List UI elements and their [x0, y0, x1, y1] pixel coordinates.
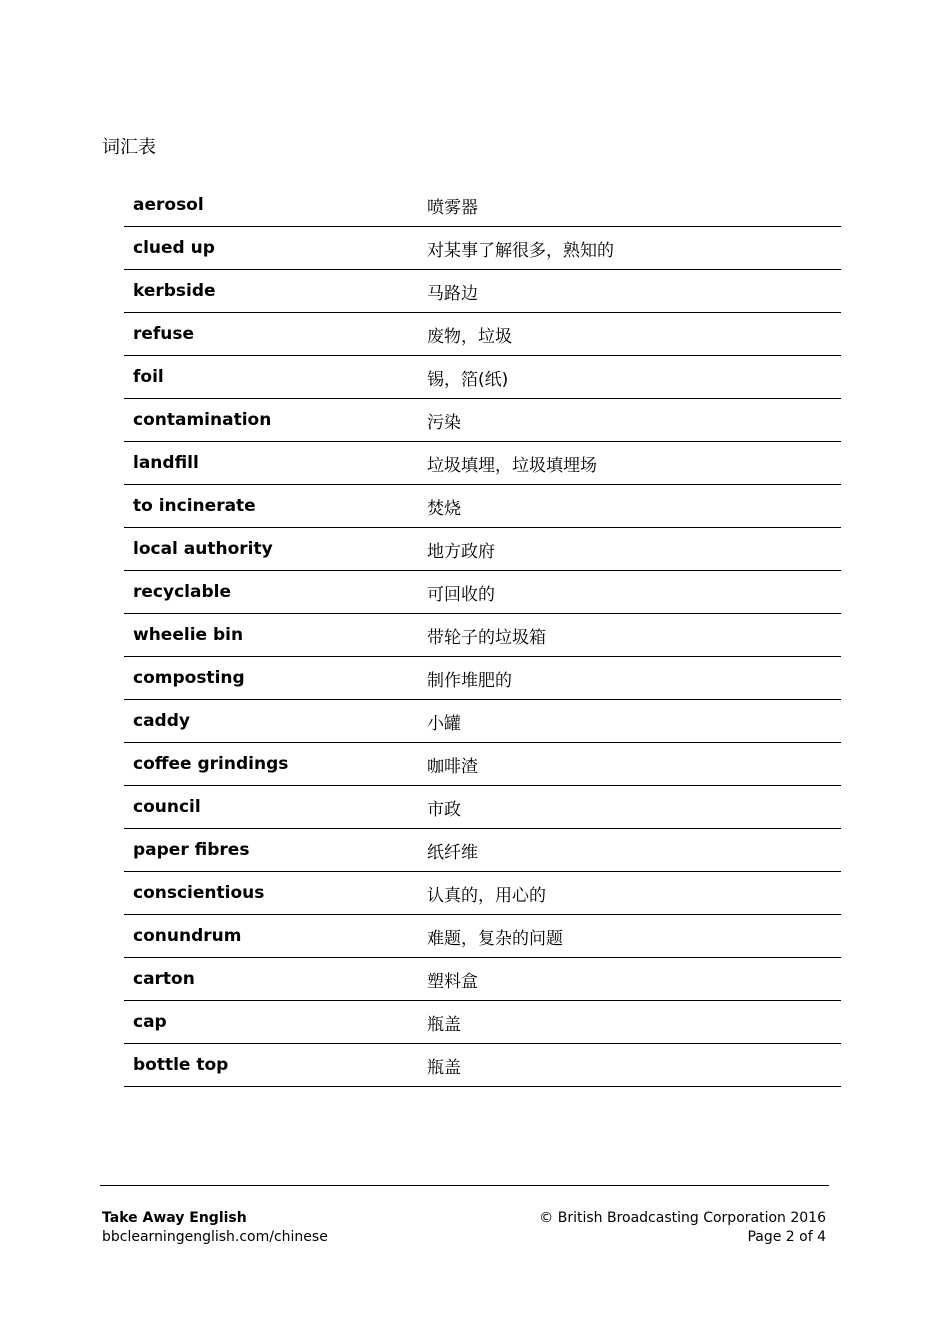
vocab-row	[124, 657, 841, 700]
vocab-term: kerbside	[124, 270, 418, 313]
vocab-row	[124, 227, 841, 270]
vocab-term: conscientious	[124, 872, 418, 915]
vocab-translation: 塑料盒	[418, 958, 841, 1001]
vocab-row	[124, 743, 841, 786]
footer-copyright: © British Broadcasting Corporation 2016	[539, 1210, 826, 1226]
vocab-translation: 地方政府	[418, 528, 841, 571]
vocab-translation: 马路边	[418, 270, 841, 313]
vocab-row	[124, 1044, 841, 1087]
vocab-translation: 制作堆肥的	[418, 657, 841, 700]
vocab-translation: 锡，箔(纸)	[418, 356, 841, 399]
vocab-translation: 喷雾器	[418, 184, 841, 227]
vocab-row	[124, 700, 841, 743]
vocab-translation: 瓶盖	[418, 1001, 841, 1044]
vocab-term: landfill	[124, 442, 418, 485]
page-title: 词汇表	[102, 137, 156, 158]
footer-left	[102, 1209, 328, 1247]
footer-right	[539, 1209, 826, 1247]
vocab-term: coffee grindings	[124, 743, 418, 786]
vocab-row	[124, 399, 841, 442]
vocab-translation: 废物，垃圾	[418, 313, 841, 356]
vocab-translation: 纸纤维	[418, 829, 841, 872]
vocab-translation: 对某事了解很多，熟知的	[418, 227, 841, 270]
vocab-term: foil	[124, 356, 418, 399]
vocab-translation: 可回收的	[418, 571, 841, 614]
vocab-term: refuse	[124, 313, 418, 356]
vocab-term: contamination	[124, 399, 418, 442]
vocab-term: aerosol	[124, 184, 418, 227]
footer-page-number: Page 2 of 4	[747, 1229, 826, 1245]
vocab-term: paper fibres	[124, 829, 418, 872]
vocab-row	[124, 485, 841, 528]
footer-program-title: Take Away English	[102, 1210, 247, 1226]
vocab-row	[124, 958, 841, 1001]
vocab-row	[124, 184, 841, 227]
vocab-term: to incinerate	[124, 485, 418, 528]
vocab-row	[124, 442, 841, 485]
vocab-row	[124, 1001, 841, 1044]
vocab-translation: 带轮子的垃圾箱	[418, 614, 841, 657]
vocab-translation: 小罐	[418, 700, 841, 743]
vocab-row	[124, 356, 841, 399]
vocab-row	[124, 571, 841, 614]
vocabulary-table	[124, 184, 841, 1087]
vocab-row	[124, 313, 841, 356]
vocab-term: local authority	[124, 528, 418, 571]
vocab-translation: 垃圾填埋，垃圾填埋场	[418, 442, 841, 485]
vocab-row	[124, 614, 841, 657]
footer-divider	[100, 1185, 829, 1186]
vocab-term: bottle top	[124, 1044, 418, 1087]
vocab-term: composting	[124, 657, 418, 700]
vocab-translation: 瓶盖	[418, 1044, 841, 1087]
vocabulary-table-body	[124, 184, 841, 1087]
vocab-term: conundrum	[124, 915, 418, 958]
vocab-row	[124, 915, 841, 958]
vocab-translation: 污染	[418, 399, 841, 442]
footer-website-link[interactable]: bbclearningenglish.com/chinese	[102, 1229, 328, 1245]
vocab-row	[124, 786, 841, 829]
vocab-translation: 焚烧	[418, 485, 841, 528]
vocab-translation: 难题，复杂的问题	[418, 915, 841, 958]
vocab-translation: 市政	[418, 786, 841, 829]
vocab-term: carton	[124, 958, 418, 1001]
vocab-term: caddy	[124, 700, 418, 743]
vocab-term: wheelie bin	[124, 614, 418, 657]
vocab-term: cap	[124, 1001, 418, 1044]
vocab-translation: 咖啡渣	[418, 743, 841, 786]
vocab-term: council	[124, 786, 418, 829]
vocab-row	[124, 528, 841, 571]
vocab-row	[124, 872, 841, 915]
vocab-translation: 认真的，用心的	[418, 872, 841, 915]
vocab-term: clued up	[124, 227, 418, 270]
vocab-row	[124, 829, 841, 872]
vocab-term: recyclable	[124, 571, 418, 614]
vocab-row	[124, 270, 841, 313]
